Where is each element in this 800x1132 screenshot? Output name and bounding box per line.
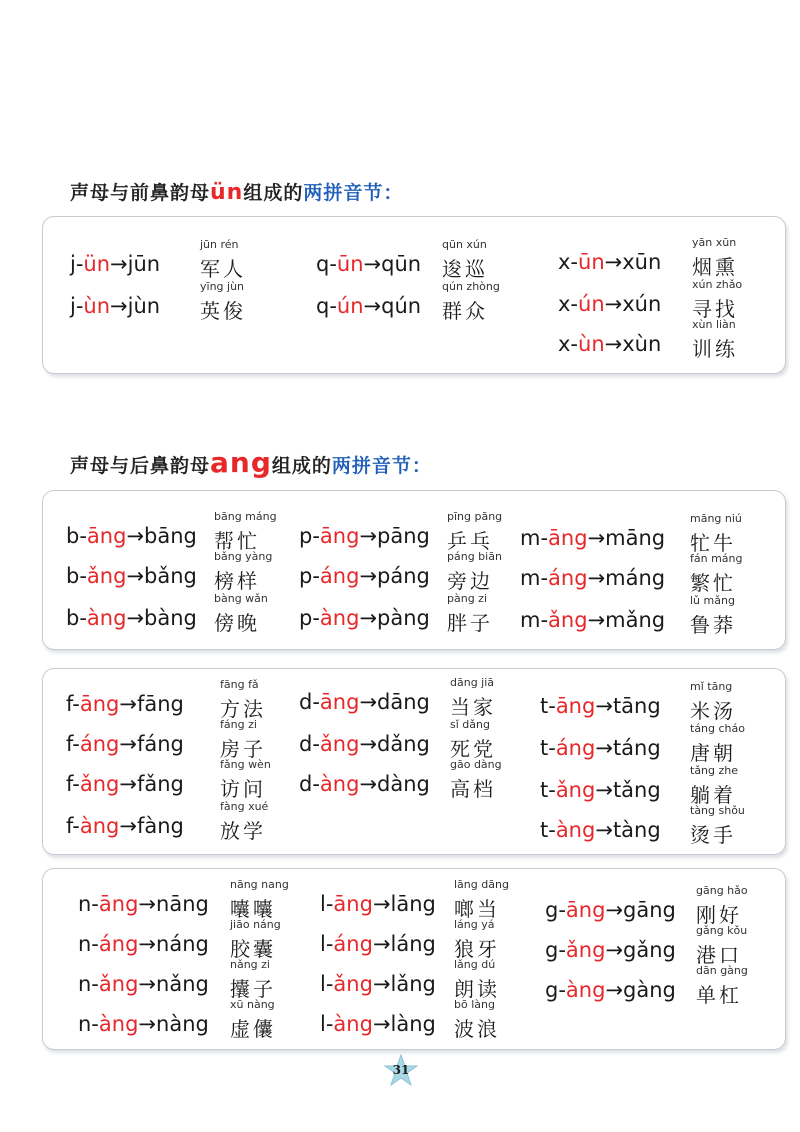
word-pinyin: yān xūn [692,236,737,249]
spelling-formula [320,1012,436,1036]
word-hanzi: 帮忙 [214,529,260,553]
initial: x- [558,292,579,316]
final: àng [86,606,127,630]
initial: t- [540,778,556,802]
initial: n- [78,932,99,956]
syllable: lǎng [390,972,436,996]
syllable: pàng [377,606,430,630]
initial: g- [545,898,566,922]
final: ún [578,292,605,316]
syllable: tàng [612,818,661,842]
initial: j- [70,294,84,318]
spelling-formula [320,892,436,916]
word-hanzi: 胶囊 [230,937,276,961]
final: àng [319,772,360,796]
word-pinyin: fǎng wèn [220,758,271,771]
word-hanzi: 港口 [696,943,742,967]
syllable: lāng [390,892,436,916]
arrow: → [138,932,157,956]
syllable: qún [381,294,422,318]
spelling-formula [78,892,209,916]
syllable: pāng [377,524,430,548]
word-hanzi: 逡巡 [442,257,488,281]
spelling-formula [78,972,209,996]
word-pinyin: lāng dāng [454,878,509,891]
initial: d- [299,690,320,714]
spelling-formula [299,564,430,588]
spelling-formula [558,332,661,356]
arrow: → [605,898,624,922]
arrow: → [595,778,613,802]
spelling-formula [540,818,661,842]
final: ūn [578,250,605,274]
word-pinyin: xún zhǎo [692,278,743,291]
initial: p- [299,564,320,588]
arrow: → [605,978,624,1002]
arrow: → [138,972,157,996]
final: ùn [83,294,111,318]
arrow: → [595,818,613,842]
initial: x- [558,332,579,356]
initial: m- [520,526,549,550]
final: ün [83,252,111,276]
initial: b- [66,606,87,630]
spelling-formula [66,732,184,756]
syllable: làng [390,1012,436,1036]
arrow: → [587,608,606,632]
final: áng [79,732,120,756]
arrow: → [126,606,145,630]
spelling-formula [540,736,661,760]
final: ǎng [79,772,120,796]
final: áng [319,564,360,588]
syllable: bàng [144,606,197,630]
word-pinyin: táng cháo [690,722,745,735]
word-pinyin: qún zhòng [442,280,500,293]
word-hanzi: 方法 [220,697,266,721]
initial: m- [520,608,549,632]
arrow: → [119,814,137,838]
word-pinyin: jiāo náng [230,918,281,931]
spelling-formula [545,898,676,922]
initial: m- [520,566,549,590]
arrow: → [359,606,378,630]
final: āng [98,892,139,916]
initial: n- [78,972,99,996]
syllable: láng [390,932,436,956]
word-hanzi: 米汤 [690,699,736,723]
syllable: xún [622,292,662,316]
initial: f- [66,772,80,796]
initial: d- [299,772,320,796]
spelling-formula [520,526,665,550]
spelling-formula [558,292,661,316]
arrow: → [604,332,623,356]
final: àng [319,606,360,630]
word-pinyin: lǔ mǎng [690,594,735,607]
syllable: tāng [612,694,661,718]
initial: b- [66,524,87,548]
arrow: → [138,892,157,916]
word-pinyin: gǎng kǒu [696,924,748,937]
word-pinyin: pàng zi [447,592,488,605]
arrow: → [595,694,613,718]
word-pinyin: bō làng [454,998,495,1011]
initial: p- [299,524,320,548]
arrow: → [587,566,606,590]
syllable: jūn [127,252,161,276]
syllable: nāng [156,892,209,916]
spelling-formula [299,772,430,796]
arrow: → [359,772,378,796]
spelling-formula [299,524,430,548]
syllable: fàng [136,814,184,838]
arrow: → [372,892,391,916]
syllable: náng [156,932,209,956]
initial: f- [66,692,80,716]
final: ǎng [86,564,127,588]
word-hanzi: 朗读 [454,977,500,1001]
word-pinyin: pīng pāng [447,510,503,523]
arrow: → [604,250,623,274]
word-pinyin: bāng máng [214,510,277,523]
initial: n- [78,892,99,916]
spelling-formula [299,732,430,756]
syllable: bāng [144,524,197,548]
syllable: dǎng [377,732,430,756]
arrow: → [359,690,378,714]
syllable: dāng [377,690,430,714]
initial: j- [70,252,84,276]
word-pinyin: páng biān [447,550,502,563]
arrow: → [372,932,391,956]
word-pinyin: dān gàng [696,964,748,977]
word-hanzi: 榜样 [214,569,260,593]
spelling-formula [78,1012,209,1036]
final: àng [555,818,596,842]
syllable: páng [377,564,430,588]
final: āng [86,524,127,548]
word-hanzi: 胖子 [447,611,493,635]
final: ǎng [98,972,139,996]
arrow: → [587,526,606,550]
initial: f- [66,732,80,756]
word-pinyin: dāng jiā [450,676,495,689]
final: āng [565,898,606,922]
syllable: nǎng [156,972,209,996]
word-pinyin: láng yá [454,918,495,931]
syllable: qūn [381,252,422,276]
arrow: → [126,564,145,588]
word-pinyin: fàng xué [220,800,269,813]
arrow: → [604,292,623,316]
spelling-formula [520,608,665,632]
word-hanzi: 高档 [450,777,496,801]
final: ǎng [319,732,360,756]
final: àng [333,1012,373,1036]
word-hanzi: 虚儾 [230,1017,276,1041]
final: āng [79,692,120,716]
word-hanzi: 狼牙 [454,937,500,961]
initial: f- [66,814,80,838]
spelling-formula [78,932,209,956]
word-hanzi: 烟熏 [692,255,738,279]
arrow: → [119,692,137,716]
initial: d- [299,732,320,756]
word-hanzi: 寻找 [692,297,738,321]
final: àng [565,978,606,1002]
final: àng [98,1012,139,1036]
initial: l- [320,892,334,916]
syllable: tǎng [612,778,661,802]
initial: b- [66,564,87,588]
initial: p- [299,606,320,630]
spelling-formula [70,294,160,318]
initial: g- [545,938,566,962]
final: àng [79,814,120,838]
final: āng [555,694,596,718]
arrow: → [372,1012,391,1036]
syllable: fāng [136,692,184,716]
word-pinyin: tǎng zhe [690,764,739,777]
word-hanzi: 群众 [442,299,488,323]
spelling-formula [66,814,184,838]
arrow: → [119,772,137,796]
final: ūn [336,252,364,276]
section-heading-ang: 声母与后鼻韵母ang组成的两拼音节： [70,446,432,479]
arrow: → [363,294,382,318]
word-hanzi: 繁忙 [690,571,736,595]
initial: l- [320,1012,334,1036]
final: ún [336,294,364,318]
word-pinyin: gāng hǎo [696,884,748,897]
word-pinyin: fáng zi [220,718,257,731]
initial: t- [540,818,556,842]
initial: q- [316,294,337,318]
initial: t- [540,694,556,718]
word-pinyin: gāo dàng [450,758,502,771]
spelling-formula [540,778,661,802]
word-hanzi: 英俊 [200,299,246,323]
final: áng [98,932,139,956]
initial: l- [320,972,334,996]
word-hanzi: 傍晚 [214,611,260,635]
word-hanzi: 刚好 [696,903,742,927]
final: āng [319,690,360,714]
syllable: táng [612,736,661,760]
word-hanzi: 啷当 [454,897,500,921]
arrow: → [595,736,613,760]
word-pinyin: xùn liàn [692,318,736,331]
spelling-formula [558,250,661,274]
initial: q- [316,252,337,276]
arrow: → [110,294,128,318]
word-pinyin: jūn rén [200,238,239,251]
syllable: máng [605,566,666,590]
spelling-formula [545,938,676,962]
arrow: → [138,1012,157,1036]
word-hanzi: 房子 [220,737,266,761]
word-hanzi: 囔囔 [230,897,276,921]
syllable: gǎng [623,938,676,962]
word-hanzi: 烫手 [690,823,736,847]
initial: t- [540,736,556,760]
initial: x- [558,250,579,274]
word-hanzi: 访问 [220,777,266,801]
word-hanzi: 攮子 [230,977,276,1001]
word-hanzi: 牤牛 [690,531,736,555]
syllable: māng [605,526,666,550]
arrow: → [372,972,391,996]
word-hanzi: 当家 [450,695,496,719]
spelling-formula [320,972,436,996]
word-pinyin: māng niú [690,512,742,525]
word-pinyin: fán máng [690,552,743,565]
syllable: mǎng [605,608,666,632]
word-hanzi: 躺着 [690,783,736,807]
spelling-formula [66,524,197,548]
arrow: → [110,252,128,276]
page-number-badge [384,1054,418,1088]
word-pinyin: nǎng zi [230,958,270,971]
word-pinyin: xū nàng [230,998,275,1011]
initial: g- [545,978,566,1002]
word-pinyin: bǎng yàng [214,550,273,563]
word-hanzi: 乒乓 [447,529,493,553]
word-hanzi: 鲁莽 [690,613,736,637]
spelling-formula [320,932,436,956]
arrow: → [359,524,378,548]
spelling-formula [520,566,665,590]
final: ǎng [548,608,588,632]
final: ùn [578,332,605,356]
syllable: xūn [622,250,662,274]
spelling-formula [299,690,430,714]
spelling-formula [66,606,197,630]
arrow: → [359,564,378,588]
word-hanzi: 单杠 [696,983,742,1007]
word-pinyin: yīng jùn [200,280,245,293]
final: āng [319,524,360,548]
spelling-formula [316,294,421,318]
final: áng [333,932,373,956]
word-pinyin: mǐ tāng [690,680,733,693]
word-hanzi: 波浪 [454,1017,500,1041]
syllable: gàng [623,978,676,1002]
spelling-formula [545,978,676,1002]
final: áng [548,566,588,590]
word-pinyin: lǎng dú [454,958,496,971]
word-hanzi: 训练 [692,337,738,361]
syllable: gāng [623,898,676,922]
spelling-formula [299,606,430,630]
final: āng [548,526,588,550]
word-hanzi: 旁边 [447,569,493,593]
syllable: nàng [156,1012,209,1036]
syllable: xùn [622,332,662,356]
spelling-formula [66,564,197,588]
spelling-formula [70,252,160,276]
arrow: → [119,732,137,756]
arrow: → [363,252,382,276]
final: ǎng [565,938,606,962]
final: áng [555,736,596,760]
syllable: fáng [136,732,184,756]
initial: n- [78,1012,99,1036]
word-pinyin: sǐ dǎng [450,718,490,731]
word-pinyin: nāng nang [230,878,289,891]
arrow: → [605,938,624,962]
final: ǎng [333,972,373,996]
syllable: jùn [127,294,161,318]
spelling-formula [66,772,184,796]
word-hanzi: 放学 [220,819,266,843]
spelling-formula [66,692,184,716]
word-pinyin: qūn xún [442,238,487,251]
spelling-formula [316,252,421,276]
word-pinyin: bàng wǎn [214,592,268,605]
word-pinyin: tàng shǒu [690,804,745,817]
final: āng [333,892,373,916]
word-pinyin: fāng fǎ [220,678,259,691]
word-hanzi: 唐朝 [690,741,736,765]
spelling-formula [540,694,661,718]
arrow: → [359,732,378,756]
section-heading-un: 声母与前鼻韵母ün组成的两拼音节： [70,180,404,205]
word-hanzi: 死党 [450,737,496,761]
word-hanzi: 军人 [200,257,246,281]
syllable: dàng [377,772,430,796]
syllable: fǎng [136,772,184,796]
arrow: → [126,524,145,548]
initial: l- [320,932,334,956]
syllable: bǎng [144,564,197,588]
final: ǎng [555,778,596,802]
page-number: 31 [392,1063,410,1077]
